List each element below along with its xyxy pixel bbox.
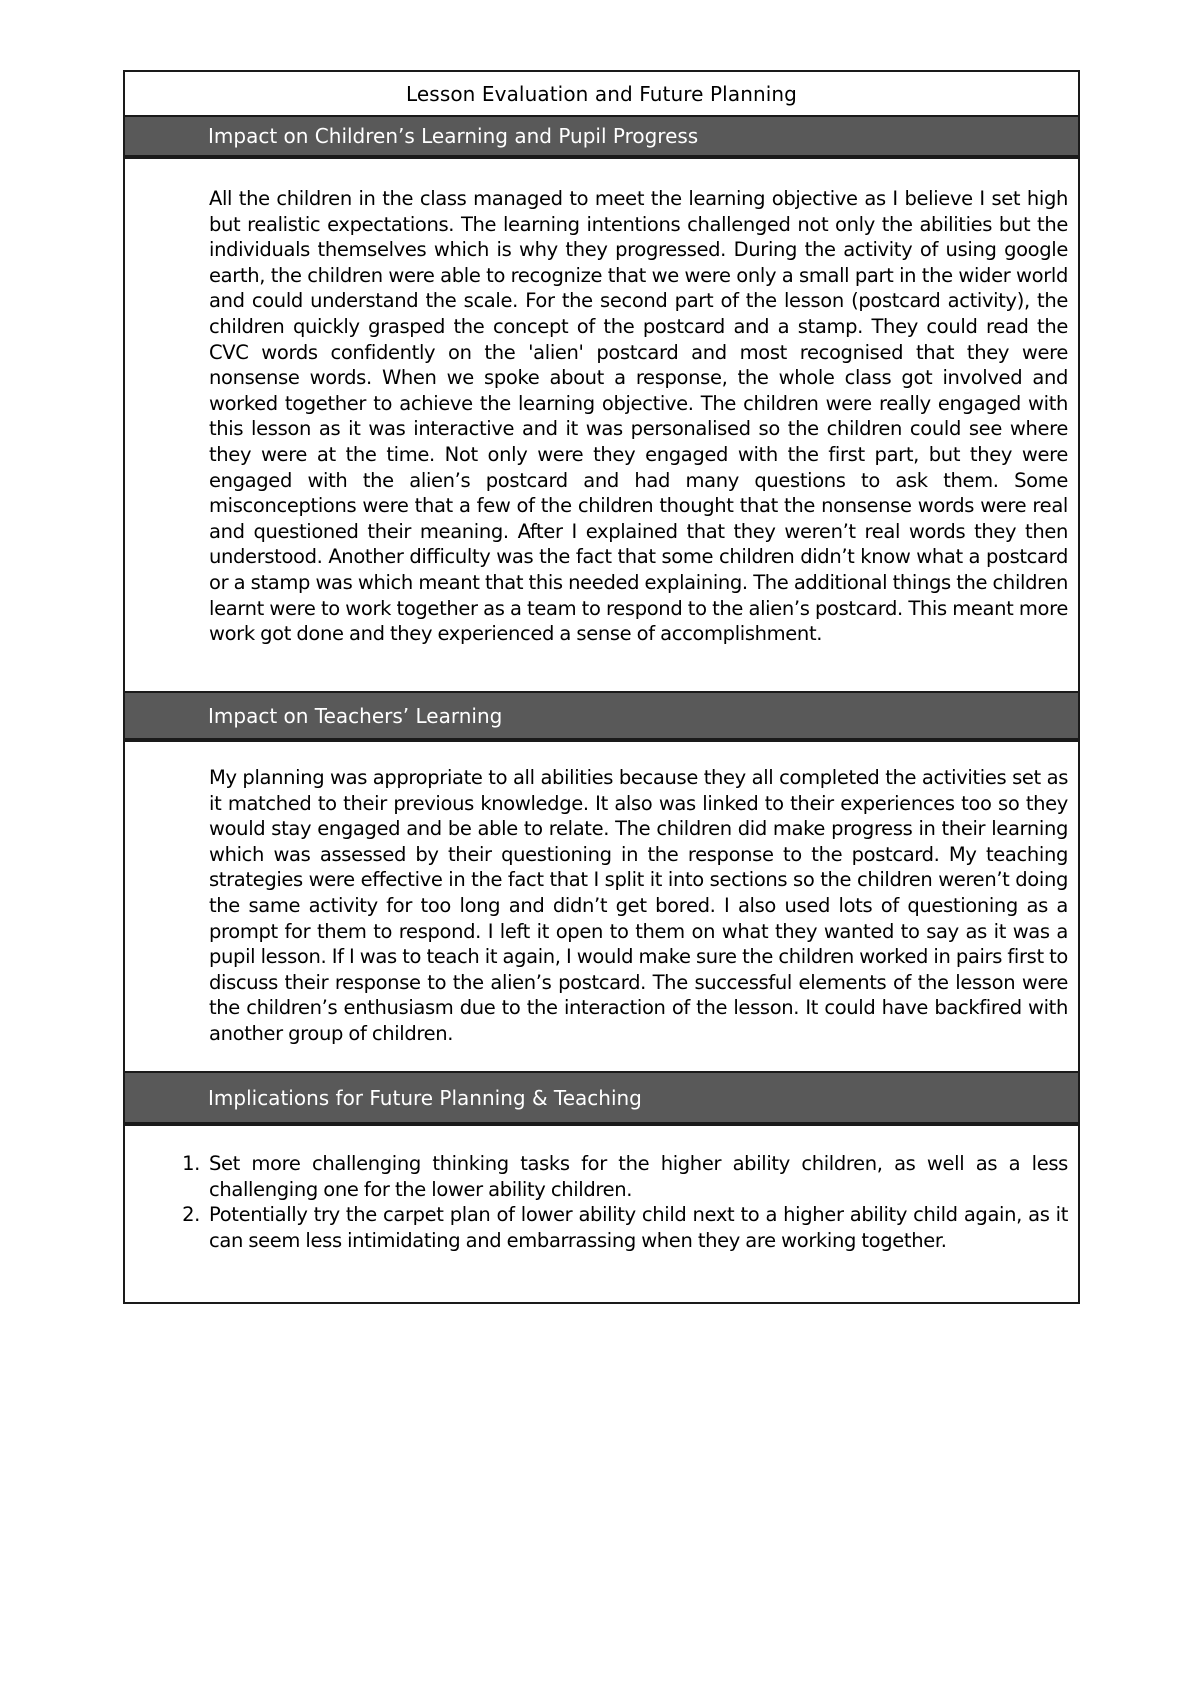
list-item-text: Set more challenging thinking tasks for the higher ability children, as well as a less challenging one for the lower ability children. xyxy=(209,1152,1068,1201)
list-item xyxy=(182,1151,1068,1202)
section-body-teachers-learning xyxy=(125,740,1078,1073)
section-heading-future-planning: Implications for Future Planning & Teaching xyxy=(125,1073,1078,1124)
list-item xyxy=(182,1202,1068,1253)
document-title: Lesson Evaluation and Future Planning xyxy=(125,72,1078,117)
future-planning-list xyxy=(182,1151,1068,1253)
teachers-learning-paragraph: My planning was appropriate to all abilities because they all completed the activities set as it matched to their previous knowledge. It also was linked to their experiences too so they would stay engaged and be able to relate. The children did make progress in their learning which was assessed by their questioning in the response to the postcard. My teaching strategies were effective in the fact that I split it into sections so the children weren’t doing the same activity for too long and didn’t get bored. I also used lots of questioning as a prompt for them to respond. I left it open to them on what they wanted to say as it was a pupil lesson. If I was to teach it again, I would make sure the children worked in pairs first to discuss their response to the alien’s postcard. The successful elements of the lesson were the children’s enthusiasm due to the interaction of the lesson. It could have backfired with another group of children. xyxy=(209,766,1068,1045)
children-learning-paragraph: All the children in the class managed to meet the learning objective as I believe I set high but realistic expectations. The learning intentions challenged not only the abilities but the individuals themselves which is why they progressed. During the activity of using google earth, the children were able to recognize that we were only a small part in the wider world and could understand the scale. For the second part of the lesson (postcard activity), the children quickly grasped the concept of the postcard and a stamp. They could read the CVC words confidently on the 'alien' postcard and most recognised that they were nonsense words. When we spoke about a response, the whole class got involved and worked together to achieve the learning objective. The children were really engaged with this lesson as it was interactive and it was personalised so the children could see where they were at the time. Not only were they engaged with the first part, but they were engaged with the alien’s postcard and had many questions to ask them. Some misconceptions were that a few of the children thought that the nonsense words were real and questioned their meaning. After I explained that they weren’t real words they then understood. Another difficulty was the fact that some children didn’t know what a postcard or a stamp was which meant that this needed explaining. The additional things the children learnt were to work together as a team to respond to the alien’s postcard. This meant more work got done and they experienced a sense of accomplishment. xyxy=(209,187,1068,646)
evaluation-table xyxy=(123,70,1080,1304)
list-item-number: 2. xyxy=(182,1203,200,1227)
list-item-text: Potentially try the carpet plan of lower ability child next to a higher ability child again, as it can seem less intimidating and embarrassing when they are working together. xyxy=(209,1203,1068,1252)
section-heading-teachers-learning: Impact on Teachers’ Learning xyxy=(125,693,1078,740)
section-heading-children-learning: Impact on Children’s Learning and Pupil Progress xyxy=(125,117,1078,157)
section-body-children-learning xyxy=(125,157,1078,693)
list-item-number: 1. xyxy=(182,1152,200,1175)
section-body-future-planning xyxy=(125,1124,1078,1302)
